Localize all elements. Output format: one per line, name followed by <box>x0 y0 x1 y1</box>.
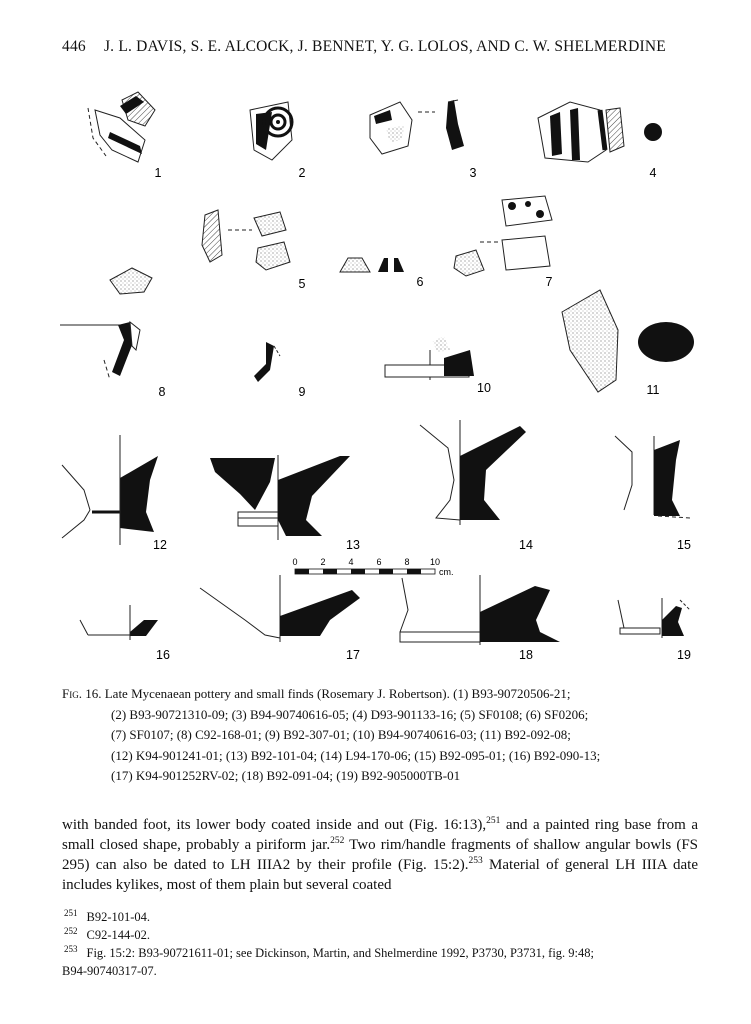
scale-bar <box>292 557 453 577</box>
footnote-ref[interactable]: 253 <box>468 856 483 866</box>
vessel-13 <box>210 455 350 540</box>
figure-item-label: 1 <box>154 166 162 180</box>
figure-item-label: 6 <box>416 275 424 289</box>
figure-item-label: 13 <box>346 538 360 552</box>
footnote-text: Fig. 15:2: B93-90721611-01; see Dickinson, Martin, and Shelmerdine 1992, P3730, P3731, fig. 9:48; <box>86 946 594 960</box>
find-7 <box>454 196 552 276</box>
figure-item-label: 12 <box>153 538 167 552</box>
footnote-text: C92-144-02. <box>86 928 151 942</box>
pottery-figure <box>40 80 730 680</box>
caption-line: (17) K94-901252RV-02; (18) B92-091-04; (19) B92-905000TB-01 <box>111 768 461 783</box>
scale-tick-label: 2 <box>320 557 326 567</box>
caption-text: Late Mycenaean pottery and small finds (Rosemary J. Robertson). (1) B93-90720506-21; <box>101 686 571 701</box>
footnote <box>62 944 702 962</box>
sherd-1 <box>88 92 155 162</box>
vessel-19 <box>618 598 690 638</box>
vessel-18 <box>400 575 560 645</box>
figure-item-label: 4 <box>649 166 657 180</box>
figure-label: Fig. 16. <box>62 686 102 701</box>
footnote <box>62 926 702 944</box>
figure-item-label: 8 <box>158 385 166 399</box>
sherd-2 <box>250 102 292 160</box>
caption-line: (2) B93-90721310-09; (3) B94-90740616-05; (4) D93-901133-16; (5) SF0108; (6) SF0206; <box>111 706 589 722</box>
sherd-8 <box>60 268 152 380</box>
vessel-17 <box>200 575 360 642</box>
figure-caption <box>62 684 702 787</box>
body-text-segment: Material of general LH IIIA date includes kylikes, most of them plain but several coated <box>62 857 698 893</box>
vessel-12 <box>62 435 158 545</box>
figure-item-label: 19 <box>677 648 691 662</box>
find-11 <box>562 290 694 392</box>
find-6 <box>340 258 404 272</box>
caption-line <box>62 684 702 705</box>
figure-item-label: 15 <box>677 538 691 552</box>
figure-item-label: 14 <box>519 538 533 552</box>
find-5 <box>202 210 290 270</box>
footnote <box>62 908 702 926</box>
figure-item-label: 5 <box>298 277 306 291</box>
page-number: 446 <box>62 38 86 55</box>
scale-tick-label: 6 <box>376 557 382 567</box>
scale-tick-label: 4 <box>348 557 354 567</box>
footnote-number: 251 <box>64 907 78 918</box>
figure-item-label: 3 <box>469 166 477 180</box>
scale-tick-label: 10 <box>429 557 441 567</box>
pottery-drawings <box>40 80 730 680</box>
footnote-ref[interactable]: 251 <box>486 816 501 826</box>
body-text-segment: with banded foot, its lower body coated inside and out (Fig. 16:13), <box>62 817 487 833</box>
caption-line: (12) K94-901241-01; (13) B92-101-04; (14) L94-170-06; (15) B92-095-01; (16) B92-090-13; <box>111 747 601 763</box>
footnote-number: 252 <box>64 925 78 936</box>
footnote-text: B92-101-04. <box>86 910 151 924</box>
footnotes <box>62 908 702 980</box>
vessel-14 <box>420 420 526 525</box>
sherd-3 <box>370 100 464 154</box>
sherd-4 <box>538 102 662 162</box>
caption-line: (7) SF0107; (8) C92-168-01; (9) B92-307-01; (10) B94-90740616-03; (11) B92-092-08; <box>111 727 571 742</box>
vessel-16 <box>80 605 158 640</box>
figure-item-label: 2 <box>298 166 306 180</box>
running-header <box>62 38 702 56</box>
body-paragraph <box>62 815 698 895</box>
figure-item-label: 16 <box>156 648 170 662</box>
running-head-authors: J. L. DAVIS, S. E. ALCOCK, J. BENNET, Y. G. LOLOS, AND C. W. SHELMERDINE <box>103 38 666 55</box>
figure-item-label: 7 <box>545 275 553 289</box>
sherd-10 <box>385 336 474 380</box>
vessel-15 <box>615 436 690 518</box>
scale-unit: cm. <box>439 567 454 577</box>
scale-tick-label: 8 <box>404 557 410 567</box>
figure-item-label: 17 <box>346 648 360 662</box>
footnote-number: 253 <box>64 943 78 954</box>
body-text-segment: and a painted ring base from a small closed shape, probably a piriform jar. <box>62 817 698 853</box>
body-text-segment: Two rim/handle fragments of shallow angular bowls (FS 295) can also be dated to LH IIIA2 by their profile (Fig. 15:2). <box>62 837 698 873</box>
footnote-ref[interactable]: 252 <box>330 836 345 846</box>
figure-item-label: 9 <box>298 385 306 399</box>
figure-item-label: 10 <box>477 381 491 395</box>
figure-item-label: 18 <box>519 648 533 662</box>
footnote-continuation: B94-90740317-07. <box>62 964 157 978</box>
scale-tick-label: 0 <box>292 557 298 567</box>
sherd-9 <box>254 342 280 382</box>
figure-item-label: 11 <box>646 383 660 397</box>
